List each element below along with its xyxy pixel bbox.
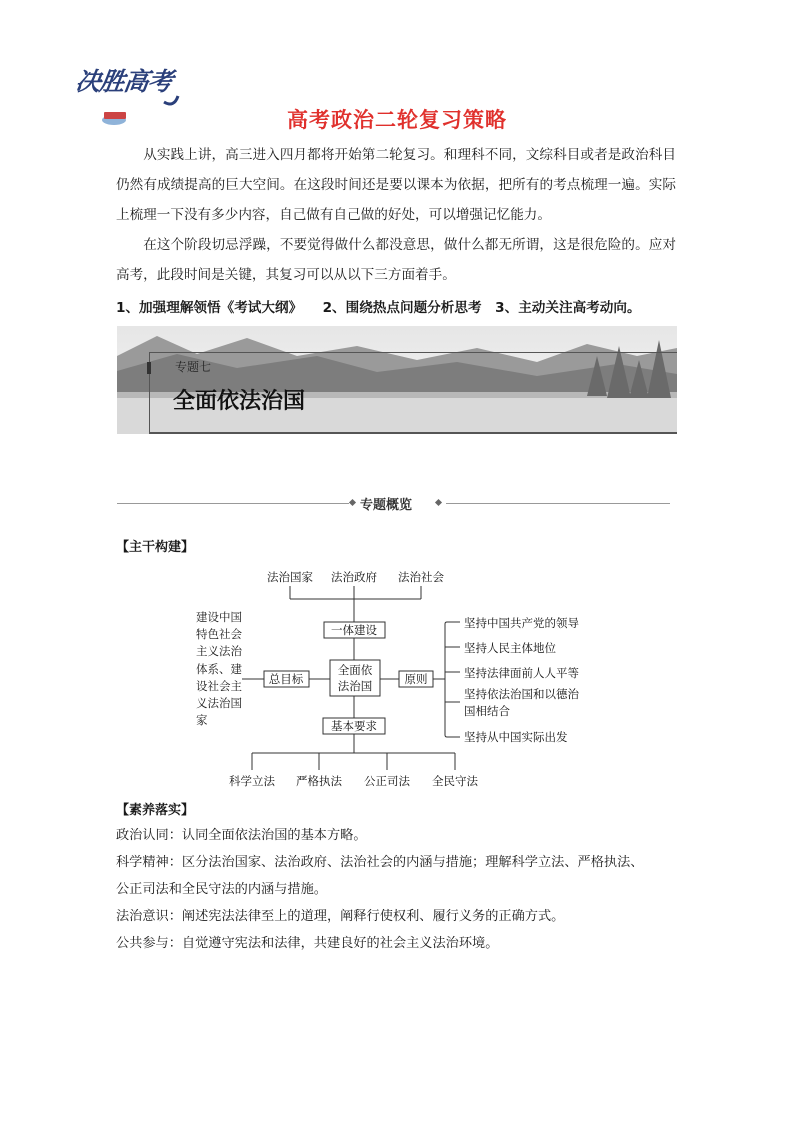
principle-4-line1: 坚持依法治国和以德治 bbox=[464, 687, 579, 701]
literacy-line: 公共参与：自觉遵守宪法和法律，共建良好的社会主义法治环境。 bbox=[116, 936, 499, 951]
literacy-line: 科学精神：区分法治国家、法治政府、法治社会的内涵与措施；理解科学立法、严格执法、 bbox=[116, 855, 644, 870]
center-label-line2: 法治国 bbox=[337, 679, 373, 693]
intro-paragraph-1: 从实践上讲，高三进入四月都将开始第二轮复习。和理科不同，文综科目或者是政治科目仍然有成绩提高的巨大空间。在这段时间还是要以课本为依据，把所有的考点梳理一遍。实际上梳理一下没有多少内容，自己做有自己做的好处，可以增强记忆能力。 bbox=[116, 147, 676, 223]
goal-box-label: 总目标 bbox=[268, 672, 304, 686]
top-item-1: 法治国家 bbox=[267, 570, 313, 584]
literacy-line: 政治认同：认同全面依法治国的基本方略。 bbox=[116, 828, 367, 843]
strategy-line: 1、加强理解领悟《考试大纲》 2、围绕热点问题分析思考 3、主动关注高考动向。 bbox=[116, 300, 641, 316]
principle-3: 坚持法律面前人人平等 bbox=[464, 666, 579, 680]
principle-1: 坚持中国共产党的领导 bbox=[464, 616, 579, 630]
logo-text: 决胜高考 bbox=[73, 67, 174, 96]
principle-2: 坚持人民主体地位 bbox=[464, 641, 556, 655]
literacy-list bbox=[116, 822, 686, 957]
unity-box-label: 一体建设 bbox=[331, 623, 377, 637]
basic-item-2: 严格执法 bbox=[296, 774, 342, 788]
basic-box-label: 基本要求 bbox=[331, 719, 377, 733]
document-title: 高考政治二轮复习策略 bbox=[287, 108, 507, 132]
topic-title: 全面依法治国 bbox=[173, 389, 306, 414]
intro-paragraph-2: 在这个阶段切忌浮躁，不要觉得做什么都没意思，做什么都无所谓，这是很危险的。应对高考，此段时间是关键，其复习可以从以下三方面着手。 bbox=[116, 237, 676, 283]
basic-item-3: 公正司法 bbox=[364, 774, 410, 788]
top-item-2: 法治政府 bbox=[331, 570, 377, 584]
center-label-line1: 全面依 bbox=[337, 663, 373, 677]
section-title: 专题概览 bbox=[360, 498, 413, 513]
literacy-line: 法治意识：阐述宪法法律至上的道理，阐释行使权利、履行义务的正确方式。 bbox=[116, 909, 565, 924]
principle-5: 坚持从中国实际出发 bbox=[464, 730, 568, 744]
topic-number: 专题七 bbox=[175, 360, 212, 374]
top-item-3: 法治社会 bbox=[398, 570, 444, 584]
literacy-label: 【素养落实】 bbox=[116, 803, 195, 818]
literacy-line: 公正司法和全民守法的内涵与措施。 bbox=[116, 882, 327, 897]
goal-description: 建设中国特色社会主义法治体系、建设社会主义法治国家 bbox=[196, 610, 242, 728]
principle-4-line2: 国相结合 bbox=[464, 704, 510, 718]
framework-label: 【主干构建】 bbox=[116, 540, 195, 555]
principle-box-label: 原则 bbox=[404, 672, 428, 686]
basic-item-4: 全民守法 bbox=[432, 774, 478, 788]
basic-item-1: 科学立法 bbox=[229, 774, 275, 788]
